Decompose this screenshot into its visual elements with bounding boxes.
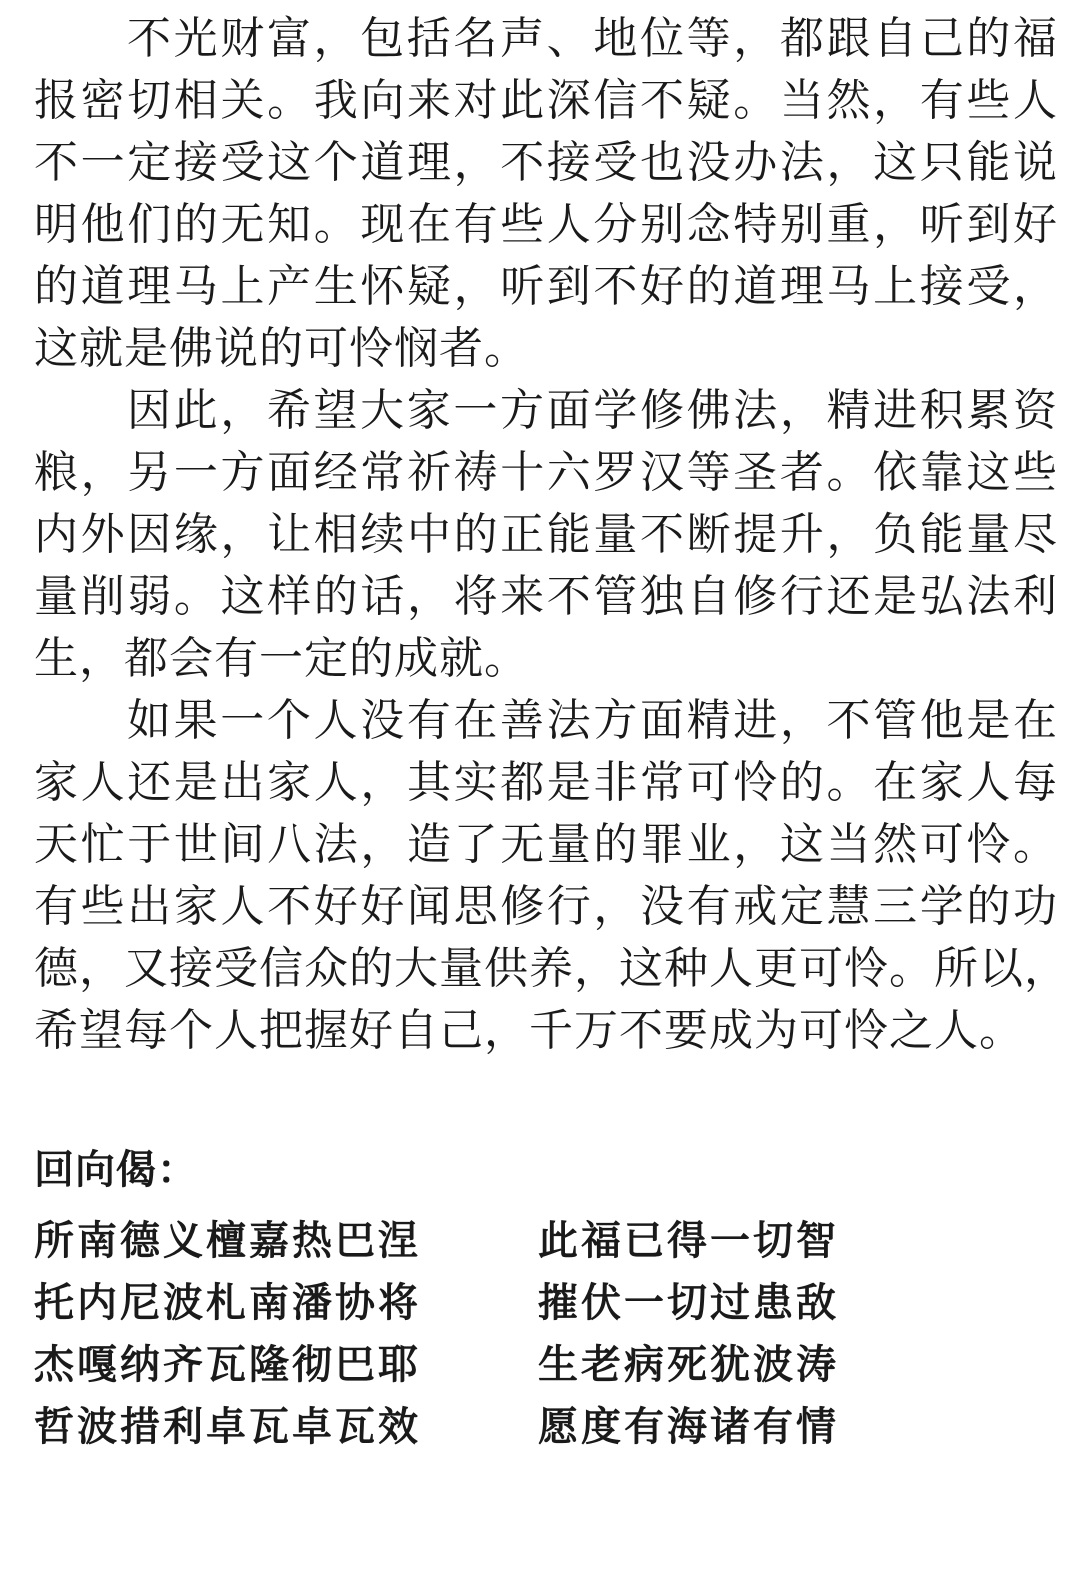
verse-row bbox=[34, 1396, 1034, 1458]
verse-transliteration-line: 所南德义檀嘉热巴涅 bbox=[34, 1218, 421, 1264]
paragraph-2-line-1: 因此，希望大家一方面学修佛法，精进积累资 bbox=[127, 385, 1058, 436]
paragraph-1-line-4: 明他们的无知。现在有些人分别念特别重，听到好 bbox=[34, 199, 1058, 250]
dedication-title: 回向偈： bbox=[34, 1147, 198, 1193]
verse-transliteration-line: 哲波措利卓瓦卓瓦效 bbox=[34, 1404, 421, 1450]
verse-row bbox=[34, 1334, 1034, 1396]
paragraph-3-line-4: 有些出家人不好好闻思修行，没有戒定慧三学的功 bbox=[34, 881, 1058, 932]
verse-translation-line: 生老病死犹波涛 bbox=[538, 1342, 839, 1388]
paragraph-1-line-2: 报密切相关。我向来对此深信不疑。当然，有些人 bbox=[34, 75, 1058, 126]
body-text bbox=[34, 8, 1069, 1062]
verse-transliteration-line: 托内尼波札南潘协将 bbox=[34, 1280, 421, 1326]
paragraph-3-line-2: 家人还是出家人，其实都是非常可怜的。在家人每 bbox=[34, 757, 1058, 808]
verse-row bbox=[34, 1272, 1034, 1334]
paragraph-3-line-6: 希望每个人把握好自己，千万不要成为可怜之人。 bbox=[34, 1005, 1024, 1056]
paragraph-2-line-2: 粮，另一方面经常祈祷十六罗汉等圣者。依靠这些 bbox=[34, 447, 1058, 498]
verse-translation-line: 愿度有海诸有情 bbox=[538, 1404, 839, 1450]
verse-translation-line: 此福已得一切智 bbox=[538, 1218, 839, 1264]
paragraph-3-line-3: 天忙于世间八法，造了无量的罪业，这当然可怜。 bbox=[34, 819, 1058, 870]
verse-transliteration-line: 杰嘎纳齐瓦隆彻巴耶 bbox=[34, 1342, 421, 1388]
paragraph-3-line-5: 德，又接受信众的大量供养，这种人更可怜。所以， bbox=[34, 943, 1069, 994]
paragraph-2-line-4: 量削弱。这样的话，将来不管独自修行还是弘法利 bbox=[34, 571, 1058, 622]
paragraph-2-line-3: 内外因缘，让相续中的正能量不断提升，负能量尽 bbox=[34, 509, 1058, 560]
paragraph-1-line-6: 这就是佛说的可怜悯者。 bbox=[34, 323, 529, 374]
paragraph-3-line-1: 如果一个人没有在善法方面精进，不管他是在 bbox=[127, 695, 1058, 746]
paragraph-1-line-1: 不光财富，包括名声、地位等，都跟自己的福 bbox=[127, 13, 1058, 64]
dedication-verse bbox=[34, 1210, 1034, 1458]
paragraph-2-line-5: 生，都会有一定的成就。 bbox=[34, 633, 529, 684]
paragraph-1-line-5: 的道理马上产生怀疑，听到不好的道理马上接受， bbox=[34, 261, 1058, 312]
paragraph-1-line-3: 不一定接受这个道理，不接受也没办法，这只能说 bbox=[34, 137, 1058, 188]
verse-row bbox=[34, 1210, 1034, 1272]
verse-translation-line: 摧伏一切过患敌 bbox=[538, 1280, 839, 1326]
